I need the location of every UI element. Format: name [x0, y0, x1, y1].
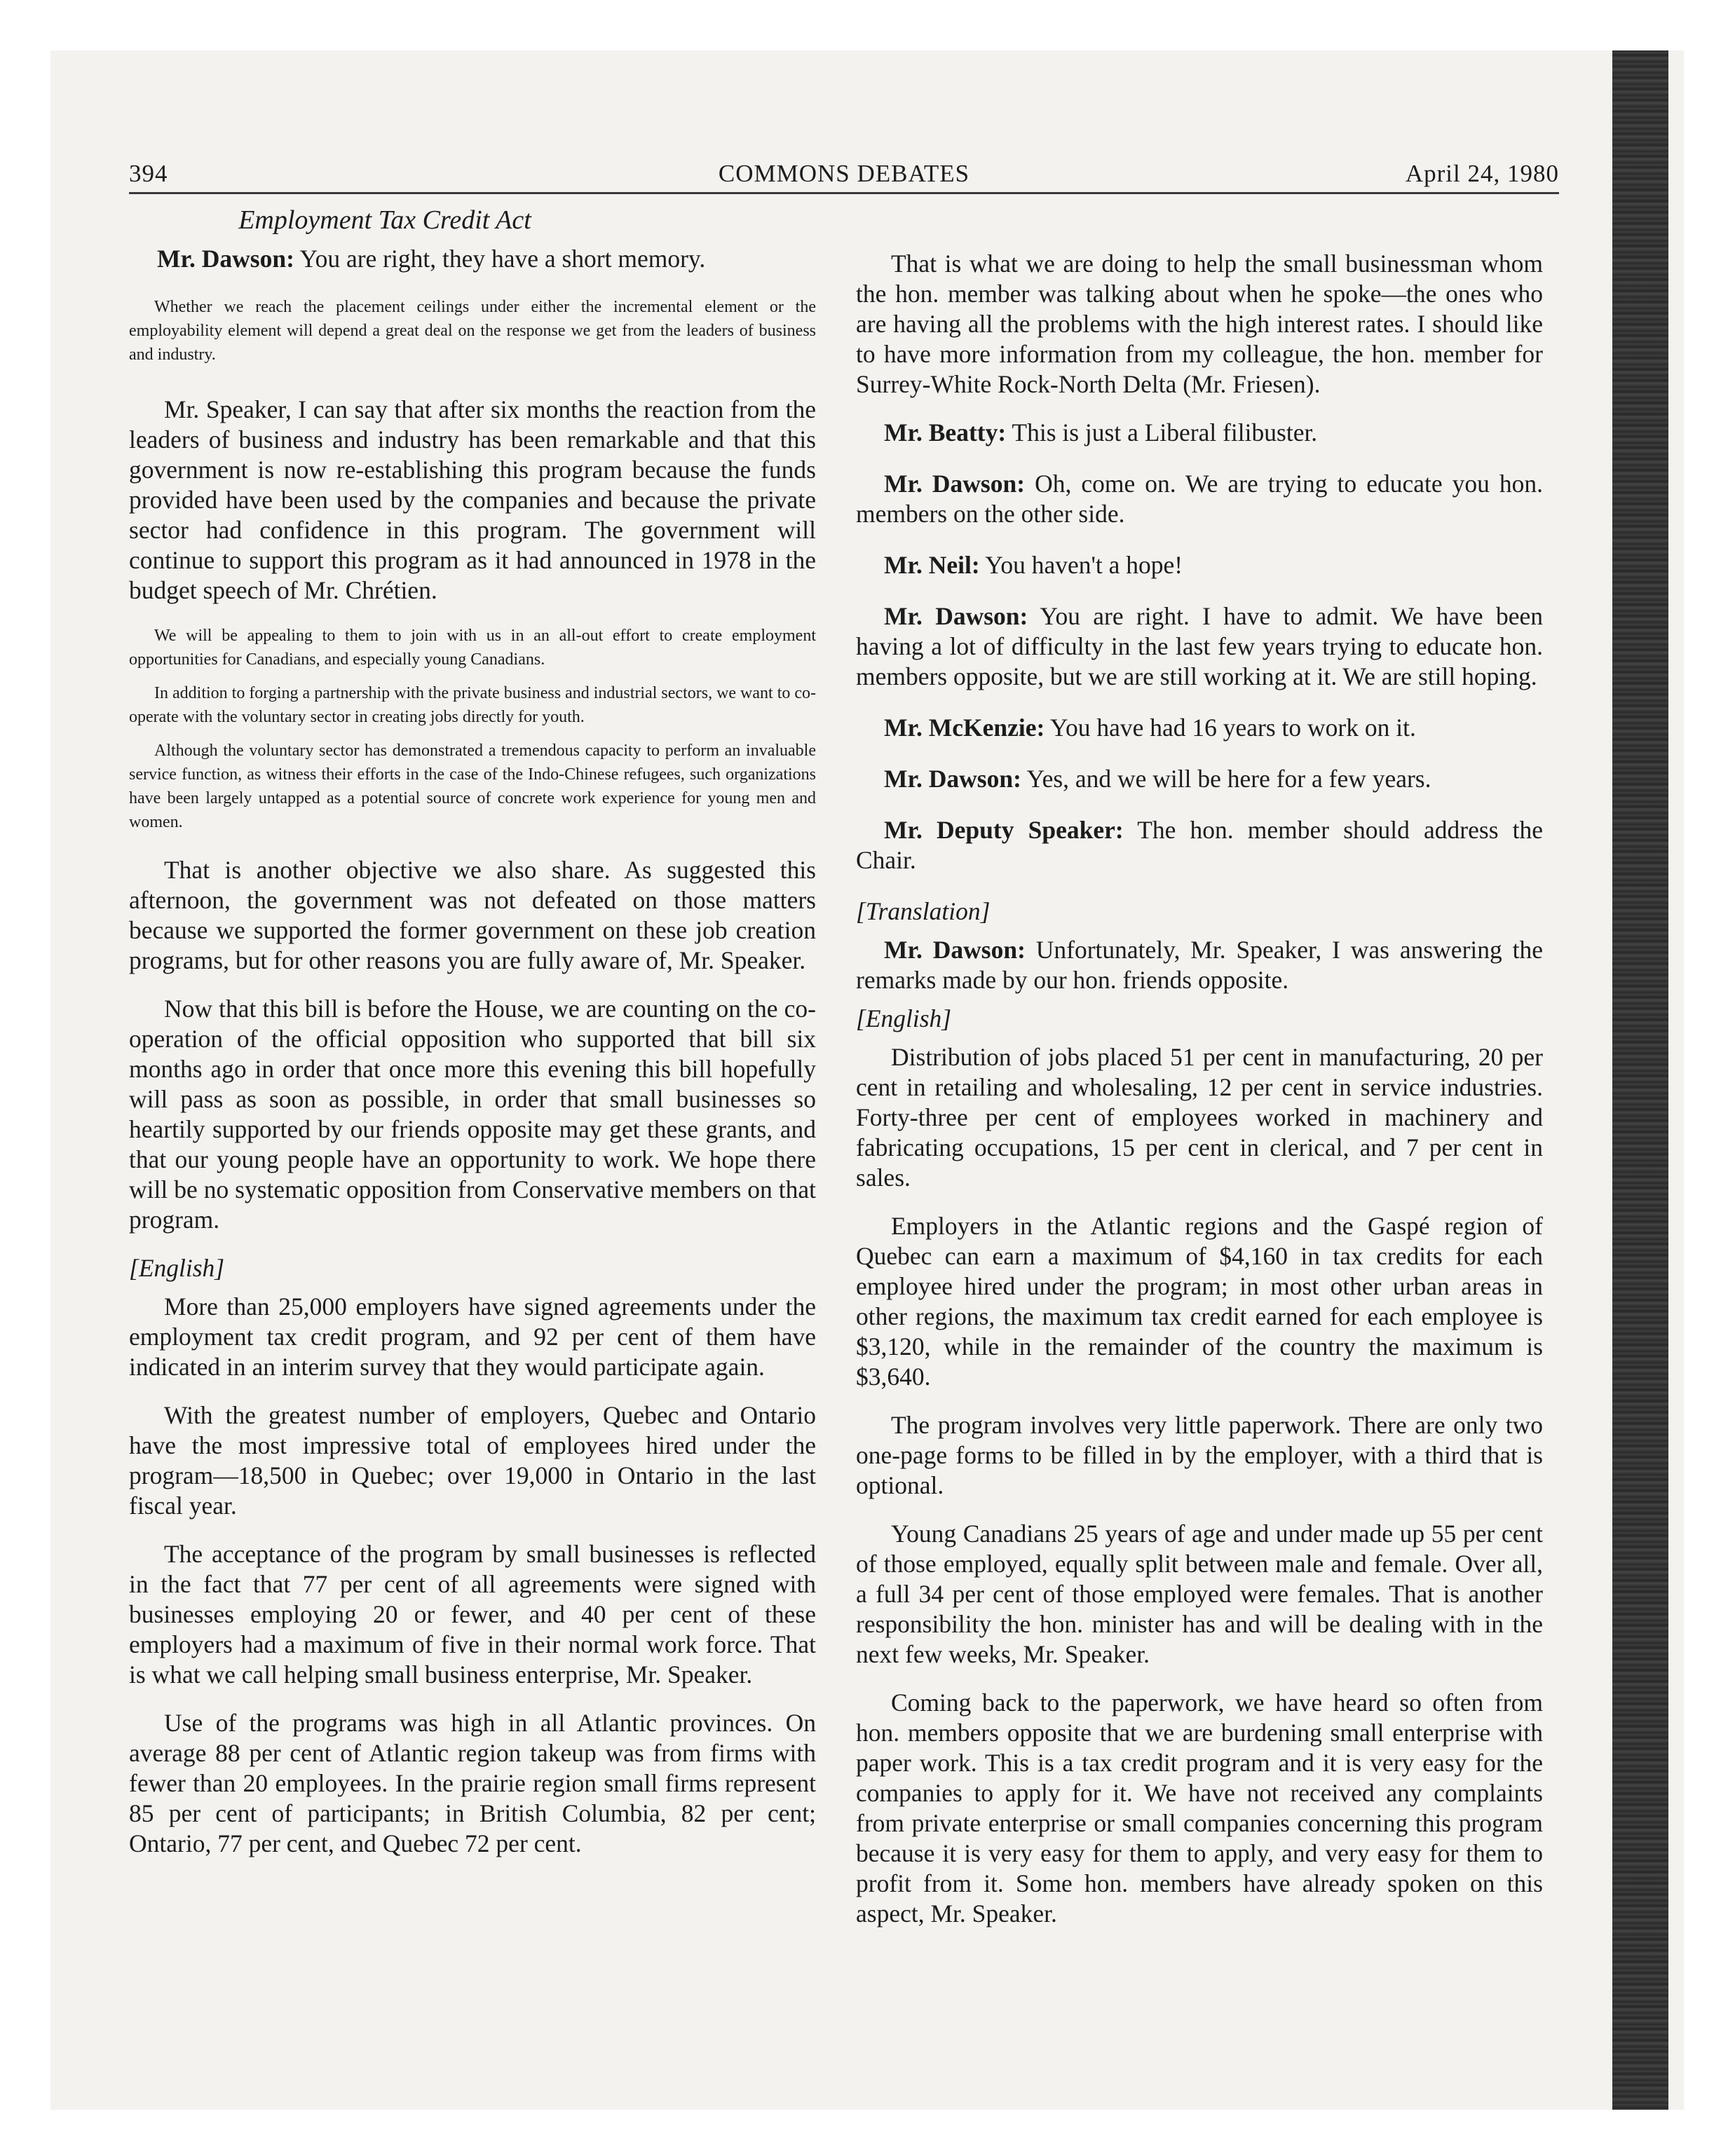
speech-dawson-4	[856, 764, 1543, 794]
body-paragraph: Distribution of jobs placed 51 per cent in manufacturing, 20 per cent in retailing and wholesaling, 12 per cent in service industries. Forty-three per cent of employees worked in machinery and fabricating occupations, 15 per cent in clerical, and 7 per cent in sales.	[856, 1043, 1543, 1192]
speaker-name: Mr. Dawson:	[884, 602, 1028, 630]
speech-dawson-1	[129, 244, 816, 274]
quoted-passage: Although the voluntary sector has demonstrated a tremendous capacity to perform an invaluable service function, as witness their efforts in the case of the Indo-Chinese refugees, such organizations have been largely untapped as a potential source of concrete work experience for young men and women.	[129, 742, 816, 831]
body-paragraph: That is another objective we also share. As suggested this afternoon, the government was not defeated on those matters because we supported the former government on these job creation programs, but for other reasons you are fully aware of, Mr. Speaker.	[129, 856, 816, 974]
scan-edge-strip	[1612, 50, 1668, 2110]
language-marker: [Translation]	[856, 897, 991, 925]
page-number: 394	[129, 160, 168, 187]
speech-text: Yes, and we will be here for a few years.	[1026, 765, 1431, 793]
speech-text: You have had 16 years to work on it.	[1049, 714, 1416, 742]
body-paragraph: The program involves very little paperwork. There are only two one-page forms to be filled in by the employer, with a third that is optional.	[856, 1411, 1543, 1499]
speech-text: Oh, come on. We are trying to educate you hon. members on the other side.	[856, 470, 1543, 528]
body-paragraph: Young Canadians 25 years of age and under made up 55 per cent of those employed, equally split between male and female. Over all, a full 34 per cent of those employed were females. That is another responsibility the hon. minister has and will be dealing with in the next few weeks, Mr. Speaker.	[856, 1520, 1543, 1668]
left-column	[129, 205, 816, 1877]
speech-text: Unfortunately, Mr. Speaker, I was answering the remarks made by our hon. friends opposite.	[856, 936, 1543, 994]
section-title: Employment Tax Credit Act	[238, 205, 531, 235]
speech-neil	[856, 550, 1543, 580]
quoted-passage: Whether we reach the placement ceilings under either the incremental element or the employability element will depend a great deal on the response we get from the leaders of business and industry.	[129, 298, 816, 364]
speaker-name: Mr. McKenzie:	[884, 714, 1045, 742]
body-paragraph: That is what we are doing to help the small businessman whom the hon. member was talking about when he spoke—the ones who are having all the problems with the high interest rates. I should like to have more information from my colleague, the hon. member for Surrey-White Rock-North Delta (Mr. Friesen).	[856, 250, 1543, 398]
speech-mckenzie	[856, 713, 1543, 743]
page-header	[129, 153, 1559, 194]
language-marker: [English]	[129, 1254, 225, 1282]
speech-beatty	[856, 418, 1543, 448]
speech-dawson-5	[856, 935, 1543, 995]
body-paragraph: Now that this bill is before the House, we are counting on the co-operation of the official opposition who supported that bill six months ago in order that once more this evening this bill hopefully will pass as soon as possible, in order that small businesses so heartily supported by our friends opposite may get these grants, and that our young people have an opportunity to work. We hope there will be no systematic opposition from Conservative members on that program.	[129, 995, 816, 1234]
body-paragraph: Mr. Speaker, I can say that after six months the reaction from the leaders of business and industry has been remarkable and that this government is now re-establishing this program because the funds provided have been used by the companies and because the private sector had confidence in this program. The government will continue to support this program as it had announced in 1978 in the budget speech of Mr. Chrétien.	[129, 395, 816, 604]
speech-dawson-2	[856, 469, 1543, 529]
body-paragraph: The acceptance of the program by small businesses is reflected in the fact that 77 per cent of all agreements were signed with businesses employing 20 or fewer, and 40 per cent of these employers had a maximum of five in their normal work force. That is what we call helping small business enterprise, Mr. Speaker.	[129, 1540, 816, 1688]
speech-text: You are right. I have to admit. We have been having a lot of difficulty in the last few years trying to educate hon. members opposite, but we are still working at it. We are still hoping.	[856, 602, 1543, 690]
right-column	[856, 249, 1543, 1947]
speech-text: This is just a Liberal filibuster.	[1012, 418, 1318, 446]
body-paragraph: Coming back to the paperwork, we have heard so often from hon. members opposite that we are burdening small enterprise with paper work. This is a tax credit program and it is very easy for the companies to apply for it. We have not received any complaints from private enterprise or small companies concerning this program because it is very easy for them to apply, and very easy for them to profit from it. Some hon. members have already spoken on this aspect, Mr. Speaker.	[856, 1688, 1543, 1928]
quoted-passage: We will be appealing to them to join with us in an all-out effort to create employment opportunities for Canadians, and especially young Canadians.	[129, 627, 816, 669]
speaker-name: Mr. Beatty:	[884, 418, 1007, 446]
publication-title: COMMONS DEBATES	[718, 160, 970, 187]
speech-dawson-3	[856, 601, 1543, 692]
body-paragraph: More than 25,000 employers have signed agreements under the employment tax credit program, and 92 per cent of them have indicated in an interim survey that they would participate again.	[129, 1292, 816, 1381]
speech-text: The hon. member should address the Chair.	[856, 816, 1544, 874]
body-paragraph: Employers in the Atlantic regions and the Gaspé region of Quebec can earn a maximum of $4,160 in tax credits for each employee hired under the program; in most other urban areas in other regions, the maximum tax credit earned for each employee is $3,120, while in the remainder of the country the maximum is $3,640.	[856, 1212, 1543, 1391]
speech-text: You haven't a hope!	[985, 551, 1183, 579]
speaker-name: Mr. Neil:	[884, 551, 980, 579]
body-paragraph: Use of the programs was high in all Atlantic provinces. On average 88 per cent of Atlantic region takeup was from firms with fewer than 20 employees. In the prairie region small firms represent 85 per cent of participants; in British Columbia, 82 per cent; Ontario, 77 per cent, and Quebec 72 per cent.	[129, 1709, 816, 1857]
speaker-name: Mr. Dawson:	[157, 245, 294, 273]
speech-text: You are right, they have a short memory.	[299, 245, 706, 273]
body-paragraph: With the greatest number of employers, Quebec and Ontario have the most impressive total of employees hired under the program—18,500 in Quebec; over 19,000 in Ontario in the last fiscal year.	[129, 1401, 816, 1520]
speaker-name: Mr. Dawson:	[884, 470, 1026, 498]
speaker-name: Mr. Dawson:	[884, 765, 1021, 793]
header-date: April 24, 1980	[1405, 160, 1559, 187]
language-marker: [English]	[856, 1004, 952, 1032]
speech-deputy-speaker	[856, 815, 1543, 875]
quoted-passage: In addition to forging a partnership with the private business and industrial sectors, we want to co-operate with the voluntary sector in creating jobs directly for youth.	[129, 684, 817, 726]
speaker-name: Mr. Dawson:	[884, 936, 1026, 964]
speaker-name: Mr. Deputy Speaker:	[884, 816, 1124, 844]
